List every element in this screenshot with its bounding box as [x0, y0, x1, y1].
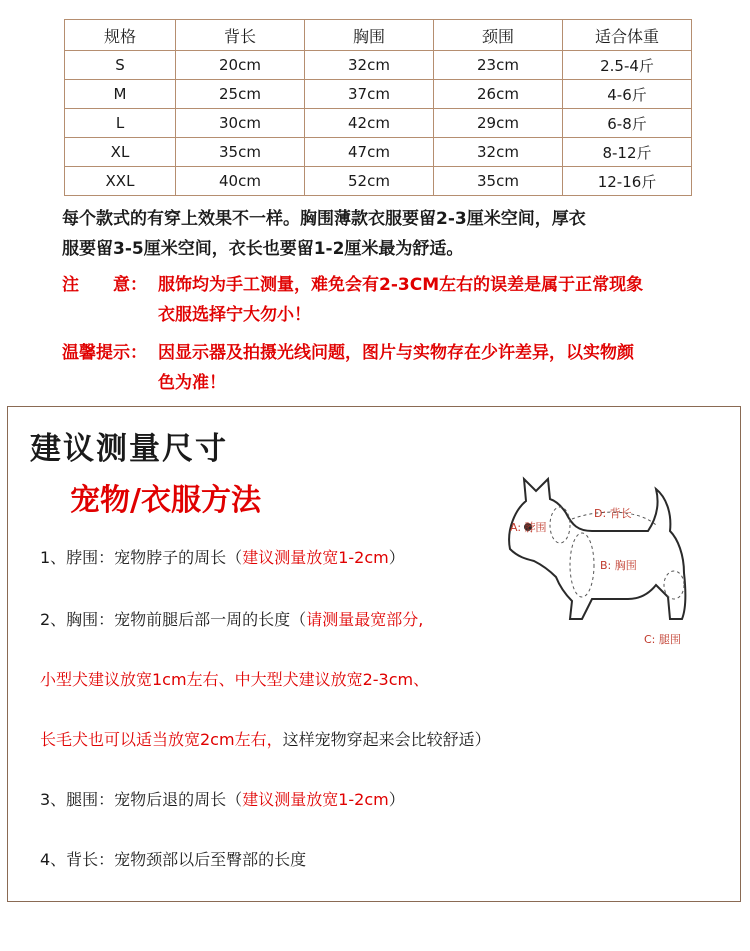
item-text: 3、腿围：宠物后退的周长（ [40, 790, 243, 809]
table-cell: 35cm [176, 138, 305, 167]
table-cell: L [65, 109, 176, 138]
table-cell: 23cm [434, 51, 563, 80]
measure-title: 建议测量尺寸 [30, 431, 228, 467]
item-text-red: 建议测量放宽1-2cm [242, 790, 389, 809]
measure-item-neck [40, 545, 405, 568]
table-cell: 42cm [305, 109, 434, 138]
header-back-length: 背长 [176, 20, 305, 51]
tips-text-2: 色为准！ [158, 373, 226, 393]
table-row [65, 109, 692, 138]
table-cell: 25cm [176, 80, 305, 109]
label-leg: C: 腿围 [644, 633, 681, 646]
attention-text: 服饰均为手工测量，难免会有2-3CM左右的误差是属于正常现象 [158, 275, 644, 295]
fit-note-line: 服要留3-5厘米空间，衣长也要留1-2厘米最为舒适。 [62, 239, 464, 259]
header-chest: 胸围 [305, 20, 434, 51]
fit-note-line: 每个款式的有穿上效果不一样。胸围薄款衣服要留2-3厘米空间，厚衣 [62, 209, 586, 229]
table-cell: 52cm [305, 167, 434, 196]
item-text-red: 小型犬建议放宽1cm左右、中大型犬建议放宽2-3cm、 [40, 670, 430, 689]
attention-label: 注 意： [62, 275, 147, 295]
label-chest: B: 胸围 [600, 559, 637, 572]
measure-subtitle-red: 宠物/衣服 [70, 483, 201, 518]
tips-note [62, 338, 634, 398]
table-cell: M [65, 80, 176, 109]
fit-note [62, 204, 586, 264]
table-row [65, 80, 692, 109]
item-text-tail: 这样宠物穿起来会比较舒适） [282, 730, 491, 749]
attention-text-2: 衣服选择宁大勿小！ [158, 305, 311, 325]
dog-outline [509, 479, 685, 619]
measure-item-leg [40, 787, 405, 810]
table-cell: 20cm [176, 51, 305, 80]
table-row [65, 51, 692, 80]
table-cell: 32cm [305, 51, 434, 80]
table-cell: 4-6斤 [563, 80, 692, 109]
table-cell: 32cm [434, 138, 563, 167]
item-text-red: 建议测量放宽1-2cm [242, 548, 389, 567]
size-table [64, 19, 692, 196]
tips-text: 因显示器及拍摄光线问题，图片与实物存在少许差异，以实物颜 [158, 343, 634, 363]
table-cell: S [65, 51, 176, 80]
measure-item-chest [40, 607, 423, 630]
measure-guide [7, 406, 741, 902]
measure-subtitle-tail: 方法 [200, 483, 261, 518]
table-cell: 6-8斤 [563, 109, 692, 138]
table-row [65, 138, 692, 167]
table-cell: 8-12斤 [563, 138, 692, 167]
label-neck: A: 脖围 [510, 521, 547, 534]
header-size: 规格 [65, 20, 176, 51]
table-cell: 47cm [305, 138, 434, 167]
table-cell: 2.5-4斤 [563, 51, 692, 80]
table-cell: 30cm [176, 109, 305, 138]
header-neck: 颈围 [434, 20, 563, 51]
table-row [65, 167, 692, 196]
measure-subtitle [70, 475, 261, 519]
table-header-row [65, 20, 692, 51]
item-text-red: 请测量最宽部分, [306, 610, 424, 629]
measure-item-chest-2 [40, 667, 429, 690]
item-text-tail: ） [388, 790, 405, 809]
item-text-tail: ） [388, 548, 405, 567]
table-cell: 12-16斤 [563, 167, 692, 196]
item-text: 1、脖围：宠物脖子的周长（ [40, 548, 243, 567]
item-text: 4、背长：宠物颈部以后至臀部的长度 [40, 850, 307, 869]
label-back: D: 背长 [594, 507, 632, 520]
tips-label: 温馨提示： [62, 343, 147, 363]
header-weight: 适合体重 [563, 20, 692, 51]
table-cell: XL [65, 138, 176, 167]
item-text: 2、胸围：宠物前腿后部一周的长度（ [40, 610, 307, 629]
table-cell: 37cm [305, 80, 434, 109]
table-cell: XXL [65, 167, 176, 196]
dog-diagram [488, 469, 718, 649]
item-text-red: 长毛犬也可以适当放宽2cm左右， [40, 730, 283, 749]
attention-note [62, 270, 643, 330]
table-cell: 40cm [176, 167, 305, 196]
measure-item-back [40, 847, 306, 870]
table-cell: 35cm [434, 167, 563, 196]
table-cell: 29cm [434, 109, 563, 138]
neck-measure-line [550, 507, 570, 543]
table-cell: 26cm [434, 80, 563, 109]
chest-measure-line [570, 533, 594, 597]
measure-item-chest-3 [40, 727, 491, 750]
